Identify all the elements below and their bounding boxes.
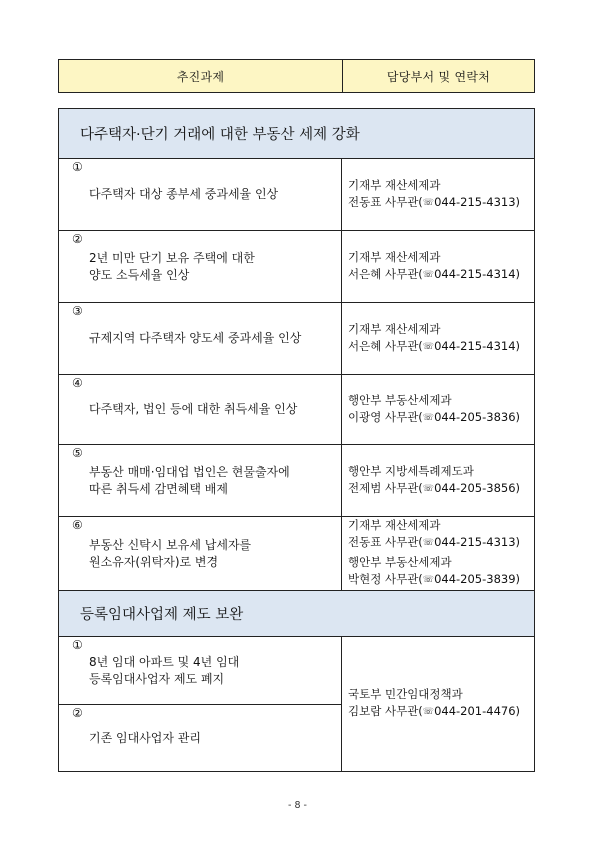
contact-cell [342, 303, 534, 374]
task-cell [59, 637, 342, 705]
person-name: 전제범 사무관( [348, 480, 423, 495]
phone-number: 044-201-4476) [434, 704, 521, 718]
task-cell [59, 303, 342, 374]
section-heading-rental: 등록임대사업제 제도 보완 [59, 591, 534, 637]
person-name: 전동표 사무관( [348, 194, 423, 209]
task-text: 부동산 매매·임대업 법인은 현물출자에 [89, 464, 290, 479]
task-text: 부동산 신탁시 보유세 납세자를 [89, 537, 252, 552]
table-row [59, 445, 534, 517]
telephone-icon: ☏ [422, 538, 435, 548]
phone-number: 044-205-3839) [434, 572, 521, 586]
telephone-icon: ☏ [422, 483, 435, 494]
task-text: 원소유자(위탁자)로 변경 [89, 554, 219, 569]
person-name: 이광영 사무관( [348, 409, 423, 424]
item-number: ⑤ [72, 446, 83, 460]
table-row [59, 303, 534, 375]
item-number: ⑥ [72, 518, 83, 532]
person-name: 전동표 사무관( [348, 535, 423, 549]
header-contact-column: 담당부서 및 연락처 [386, 69, 491, 84]
page-number: - 8 - [288, 800, 307, 811]
contact-cell [342, 517, 534, 590]
task-text: 다주택자 대상 종부세 중과세율 인상 [89, 187, 279, 201]
task-cell [59, 705, 342, 771]
task-text: 따른 취득세 감면혜택 배제 [89, 481, 228, 496]
dept-name: 기재부 재산세제과 [348, 177, 441, 192]
telephone-icon: ☏ [422, 341, 435, 352]
task-text: 2년 미만 단기 보유 주택에 대한 [89, 250, 255, 265]
item-number: ② [72, 232, 83, 246]
dept-name: 기재부 재산세제과 [348, 321, 441, 336]
dept-name: 행안부 지방세특례제도과 [348, 463, 474, 478]
item-number: ① [72, 160, 83, 174]
telephone-icon: ☏ [422, 269, 435, 280]
contact-cell [342, 445, 534, 516]
section-heading-tax: 다주택자·단기 거래에 대한 부동산 세제 강화 [59, 109, 534, 159]
phone-number: 044-215-4313) [434, 535, 521, 549]
contact-cell [342, 159, 534, 230]
contact-cell [342, 375, 534, 444]
task-text: 다주택자, 법인 등에 대한 취득세율 인상 [89, 402, 298, 416]
table-row [59, 159, 534, 231]
dept-name: 국토부 민간임대정책과 [348, 687, 463, 701]
table-row [59, 375, 534, 445]
task-text: 양도 소득세율 인상 [89, 267, 190, 282]
table-row [59, 517, 534, 591]
dept-name: 기재부 재산세제과 [348, 249, 441, 264]
phone-number: 044-205-3856) [434, 480, 521, 495]
contact-cell [342, 637, 534, 771]
task-cell [59, 231, 342, 302]
person-name: 김보람 사무관( [348, 704, 423, 718]
telephone-icon: ☏ [422, 707, 435, 717]
item-number: ① [72, 638, 83, 652]
rental-rows-group [59, 637, 534, 771]
table-row [59, 231, 534, 303]
telephone-icon: ☏ [422, 197, 435, 208]
telephone-icon: ☏ [422, 575, 435, 585]
phone-number: 044-215-4314) [434, 338, 521, 353]
telephone-icon: ☏ [422, 412, 435, 423]
phone-number: 044-215-4313) [434, 194, 521, 209]
person-name: 서은혜 사무관( [348, 266, 423, 281]
phone-number: 044-215-4314) [434, 266, 521, 281]
task-cell [59, 517, 342, 590]
task-text: 8년 임대 아파트 및 4년 임대 [89, 654, 240, 669]
header-task-column: 추진과제 [59, 60, 343, 92]
phone-number: 044-205-3836) [434, 409, 521, 424]
dept-name: 행안부 부동산세제과 [348, 392, 452, 407]
task-table [58, 108, 535, 772]
task-text: 등록임대사업자 제도 폐지 [89, 671, 225, 686]
dept-name: 기재부 재산세제과 [348, 518, 441, 532]
item-number: ③ [72, 304, 83, 318]
task-text: 기존 임대사업자 관리 [89, 730, 201, 745]
task-cell [59, 445, 342, 516]
contact-cell [342, 231, 534, 302]
task-cell [59, 375, 342, 444]
person-name: 박현정 사무관( [348, 572, 423, 586]
item-number: ④ [72, 376, 83, 390]
task-text: 규제지역 다주택자 양도세 중과세율 인상 [89, 331, 302, 345]
header-table [58, 59, 535, 93]
item-number: ② [72, 706, 83, 720]
task-cell [59, 159, 342, 230]
person-name: 서은혜 사무관( [348, 338, 423, 353]
dept-name: 행안부 부동산세제과 [348, 555, 452, 569]
